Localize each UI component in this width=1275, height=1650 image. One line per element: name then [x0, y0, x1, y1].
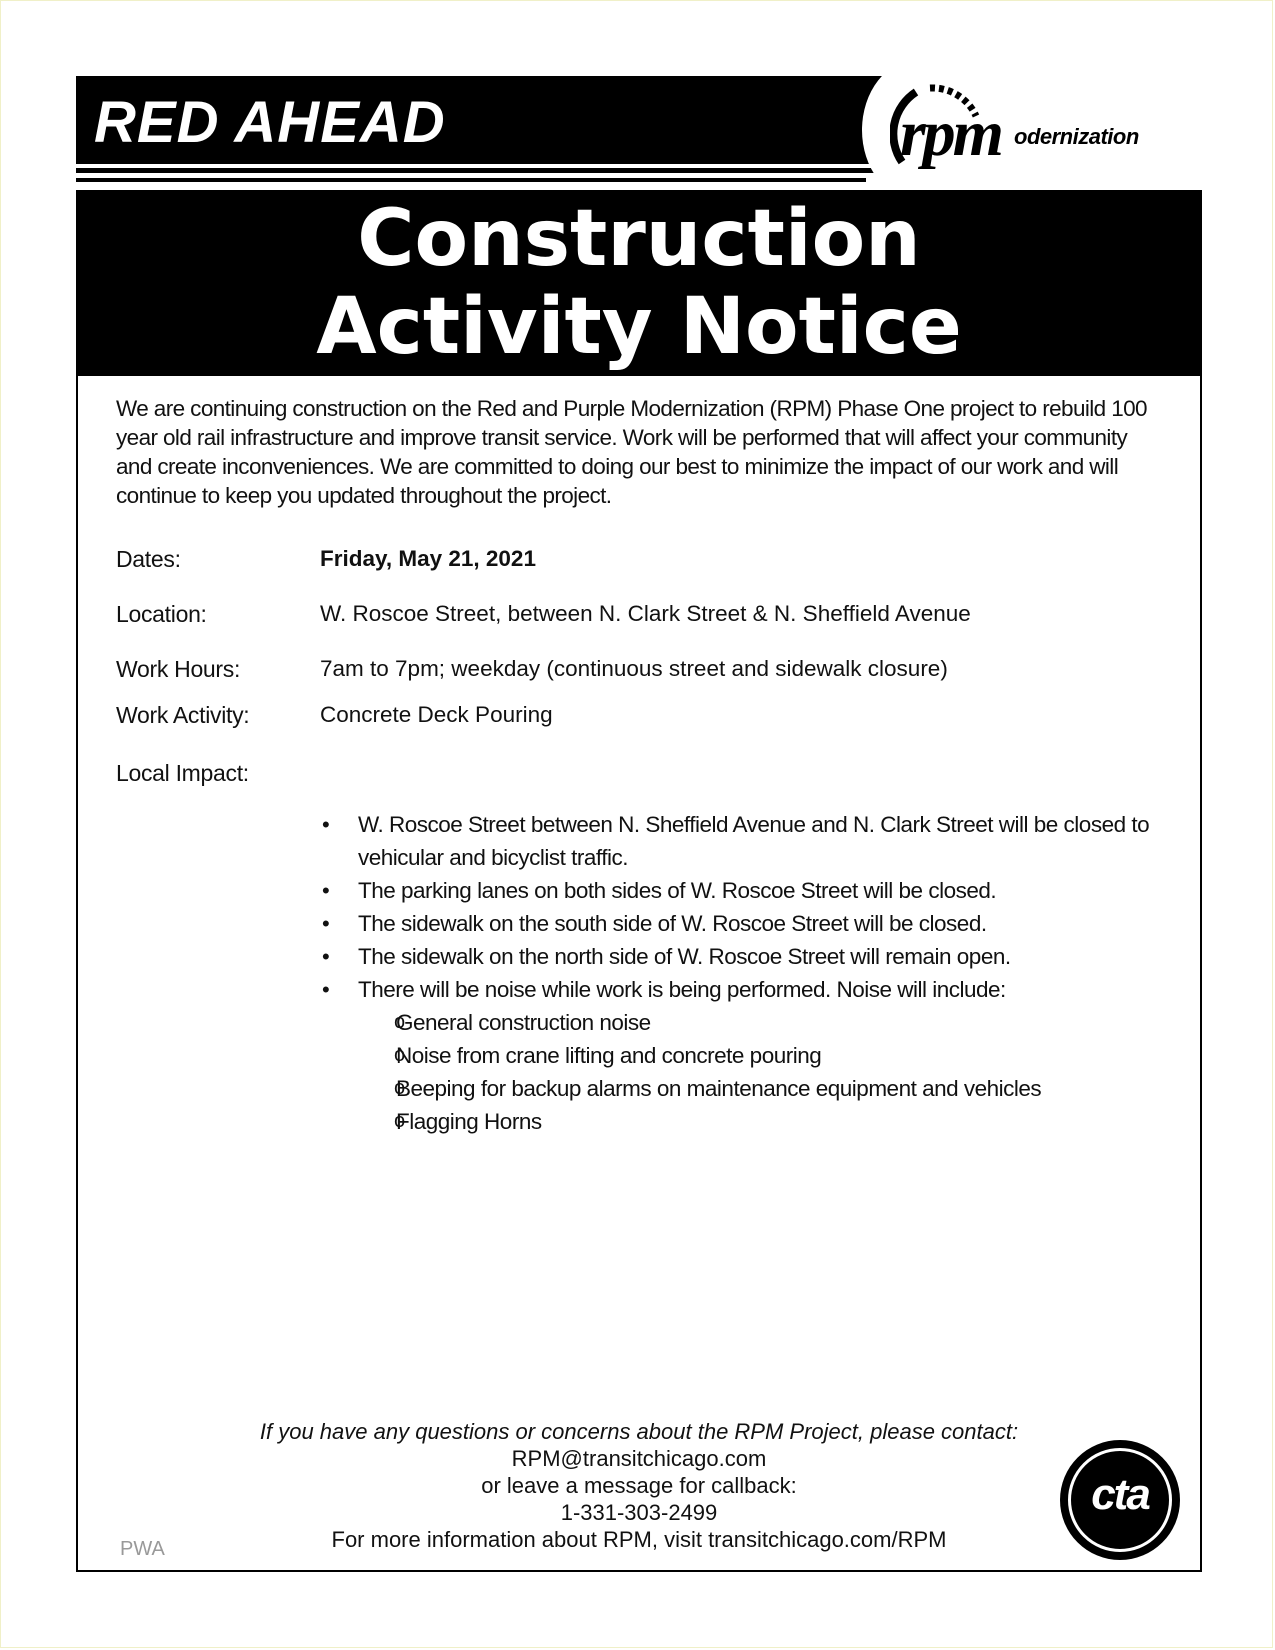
list-item: o Noise from crane lifting and concrete pouring	[358, 1039, 1180, 1072]
notice-title-line2: Activity Notice	[316, 282, 962, 372]
notice-title-line1: Construction	[357, 194, 921, 284]
rpm-logo-subtext: odernization	[1014, 124, 1139, 149]
rpm-logo-text: rpm	[900, 97, 1002, 170]
list-item: o Flagging Horns	[358, 1105, 1180, 1138]
work-activity-label: Work Activity:	[116, 702, 250, 728]
contact-more-info: For more information about RPM, visit transitchicago.com/RPM	[331, 1527, 947, 1552]
contact-callback-text: or leave a message for callback:	[481, 1473, 797, 1498]
work-hours-value: 7am to 7pm; weekday (continuous street and sidewalk closure)	[320, 656, 948, 681]
dates-label: Dates:	[116, 546, 181, 572]
rpm-modernization-logo	[890, 76, 1190, 186]
location-value: W. Roscoe Street, between N. Clark Street & N. Sheffield Avenue	[320, 601, 971, 626]
footer-code: PWA	[120, 1538, 165, 1560]
red-ahead-logo: RED AHEAD	[94, 90, 446, 155]
list-item: • The sidewalk on the north side of W. Roscoe Street will remain open.	[320, 940, 1180, 973]
header-stripe	[76, 168, 876, 173]
list-item: o Beeping for backup alarms on maintenance equipment and vehicles	[358, 1072, 1180, 1105]
header-stripe	[76, 178, 866, 182]
intro-paragraph: We are continuing construction on the Red and Purple Modernization (RPM) Phase One project to rebuild 100 year old rail infrastructure and improve transit service. Work will be performed that will affect your community and create inconveniences. We are committed to doing our best to minimize the impact of our work and will continue to keep you updated throughout the project.	[116, 396, 1147, 508]
contact-block	[76, 1418, 1202, 1553]
dates-value: Friday, May 21, 2021	[320, 546, 536, 571]
noise-list	[358, 1006, 1180, 1138]
contact-email[interactable]: RPM@transitchicago.com	[511, 1446, 767, 1471]
contact-intro: If you have any questions or concerns about the RPM Project, please contact:	[259, 1419, 1019, 1444]
cta-logo-text: cta	[1091, 1470, 1149, 1519]
local-impact-label: Local Impact:	[116, 760, 249, 786]
list-item: • The sidewalk on the south side of W. Roscoe Street will be closed.	[320, 907, 1180, 940]
list-item: o General construction noise	[358, 1006, 1180, 1039]
contact-phone[interactable]: 1-331-303-2499	[560, 1500, 718, 1525]
work-hours-label: Work Hours:	[116, 656, 241, 682]
impact-list	[320, 808, 1180, 1138]
list-item: • The parking lanes on both sides of W. Roscoe Street will be closed.	[320, 874, 1180, 907]
list-item: • W. Roscoe Street between N. Sheffield Avenue and N. Clark Street will be closed to vehicular and bicyclist traffic.	[320, 808, 1180, 874]
list-item: • There will be noise while work is being performed. Noise will include:	[320, 973, 1180, 1006]
cta-logo	[1060, 1440, 1180, 1560]
work-activity-value: Concrete Deck Pouring	[320, 702, 553, 727]
location-label: Location:	[116, 601, 207, 627]
